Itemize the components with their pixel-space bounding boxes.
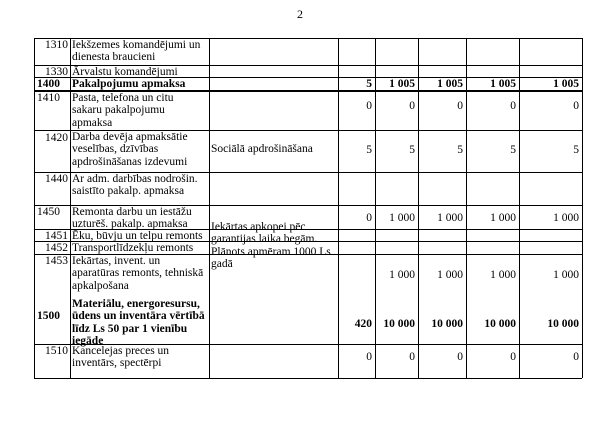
column-rule xyxy=(209,38,210,378)
row-description: Pakalpojumu apmaksa xyxy=(72,78,186,90)
row-code: 1500 xyxy=(37,310,60,322)
row-description: apkalpošana xyxy=(72,279,129,292)
maintenance-note: Plānots apmēram 1000 Ls xyxy=(211,245,331,258)
column-rule xyxy=(582,38,583,378)
row-value: 1 000 xyxy=(490,269,516,281)
column-rule xyxy=(70,38,71,378)
row-value: 5 xyxy=(510,144,516,156)
row-description: aparatūras remonts, tehniskā xyxy=(72,267,204,280)
row-value: 0 xyxy=(409,100,415,112)
row-code: 1440 xyxy=(45,173,68,185)
row-value: 1 000 xyxy=(553,212,579,224)
row-code: 1450 xyxy=(37,206,60,218)
row-value: 0 xyxy=(510,351,516,363)
row-description: Iekšzemes komandējumi un xyxy=(72,39,201,51)
row-description: saistīto pakalp. apmaksa xyxy=(72,185,185,198)
row-value: 1 005 xyxy=(553,78,579,90)
row-description: sakaru pakalpojumu xyxy=(72,104,165,117)
row-value: 0 xyxy=(409,351,415,363)
row-description: Materiālu, energoresursu, xyxy=(72,298,200,310)
row-code: 1410 xyxy=(37,92,60,104)
row-code: 1330 xyxy=(45,66,68,78)
row-value: 1 000 xyxy=(553,269,579,281)
row-description: Iekārtas, invent. un xyxy=(72,255,161,267)
row-code: 1452 xyxy=(45,242,68,254)
page-number: 2 xyxy=(297,7,303,21)
row-value: 0 xyxy=(366,351,372,363)
row-code: 1310 xyxy=(45,39,68,51)
row-value: 1 000 xyxy=(389,269,415,281)
row-code: 1420 xyxy=(45,132,68,144)
row-value: 420 xyxy=(354,318,372,330)
row-value: 10 000 xyxy=(547,318,579,330)
row-value: 0 xyxy=(510,100,516,112)
row-description: Darba devēja apmaksātie xyxy=(72,131,188,143)
row-value: 1 000 xyxy=(437,269,463,281)
row-value: 1 000 xyxy=(490,212,516,224)
budget-table xyxy=(34,38,582,378)
row-value: 5 xyxy=(573,144,579,156)
row-value: 10 000 xyxy=(484,318,516,330)
row-description: Kancelejas preces un xyxy=(72,345,170,357)
row-description: dienesta braucieni xyxy=(72,51,156,64)
maintenance-note: gadā xyxy=(211,258,233,271)
row-code: 1510 xyxy=(45,345,68,357)
row-description: apmaksa xyxy=(72,116,113,129)
row-value: 5 xyxy=(457,144,463,156)
row-value: 1 005 xyxy=(490,78,516,90)
row-value: 5 xyxy=(409,144,415,156)
row-description: Remonta darbu un iestāžu xyxy=(72,206,192,218)
maintenance-note: Iekārtas apkopei pēc xyxy=(211,221,306,233)
row-value: 1 000 xyxy=(437,212,463,224)
row-description: Ārvalstu komandējumi xyxy=(72,66,178,78)
row-value: 0 xyxy=(366,212,372,224)
row-value: 10 000 xyxy=(431,318,463,330)
row-value: 0 xyxy=(573,100,579,112)
row-value: 1 005 xyxy=(437,78,463,90)
maintenance-note: garantijas laika begām. xyxy=(211,233,318,246)
row-description: Pasta, telefona un citu xyxy=(72,92,174,104)
row-value: 1 005 xyxy=(389,78,415,90)
row-description: inventārs, spectērpi xyxy=(72,357,162,370)
row-value: 5 xyxy=(366,78,372,90)
row-description: Ar adm. darbības nodrošin. xyxy=(72,173,198,185)
row-value: 10 000 xyxy=(383,318,415,330)
row-value: 1 000 xyxy=(389,212,415,224)
row-description: līdz Ls 50 par 1 vienību xyxy=(72,322,188,335)
row-description: iegāde xyxy=(72,335,104,348)
row-value: 0 xyxy=(457,100,463,112)
row-description: Transportlīdzekļu remonts xyxy=(72,242,194,254)
row-value: 0 xyxy=(573,351,579,363)
row-description: uzturēš. pakalp. apmaksa xyxy=(72,218,188,231)
row-code: 1453 xyxy=(45,255,68,267)
row-rule xyxy=(34,378,582,379)
row-code: 1400 xyxy=(37,78,60,90)
row-note: Sociālā apdrošināšana xyxy=(211,143,313,155)
row-value: 0 xyxy=(457,351,463,363)
row-value: 0 xyxy=(366,100,372,112)
row-description: veselības, dzīvības xyxy=(72,143,159,156)
column-rule xyxy=(34,38,35,378)
row-value: 5 xyxy=(366,144,372,156)
row-description: apdrošināšanas izdevumi xyxy=(72,155,188,168)
row-description: ūdens un inventāra vērtībā xyxy=(72,310,205,323)
row-code: 1451 xyxy=(45,230,68,242)
row-description: Ēku, būvju un telpu remonts xyxy=(72,230,203,242)
